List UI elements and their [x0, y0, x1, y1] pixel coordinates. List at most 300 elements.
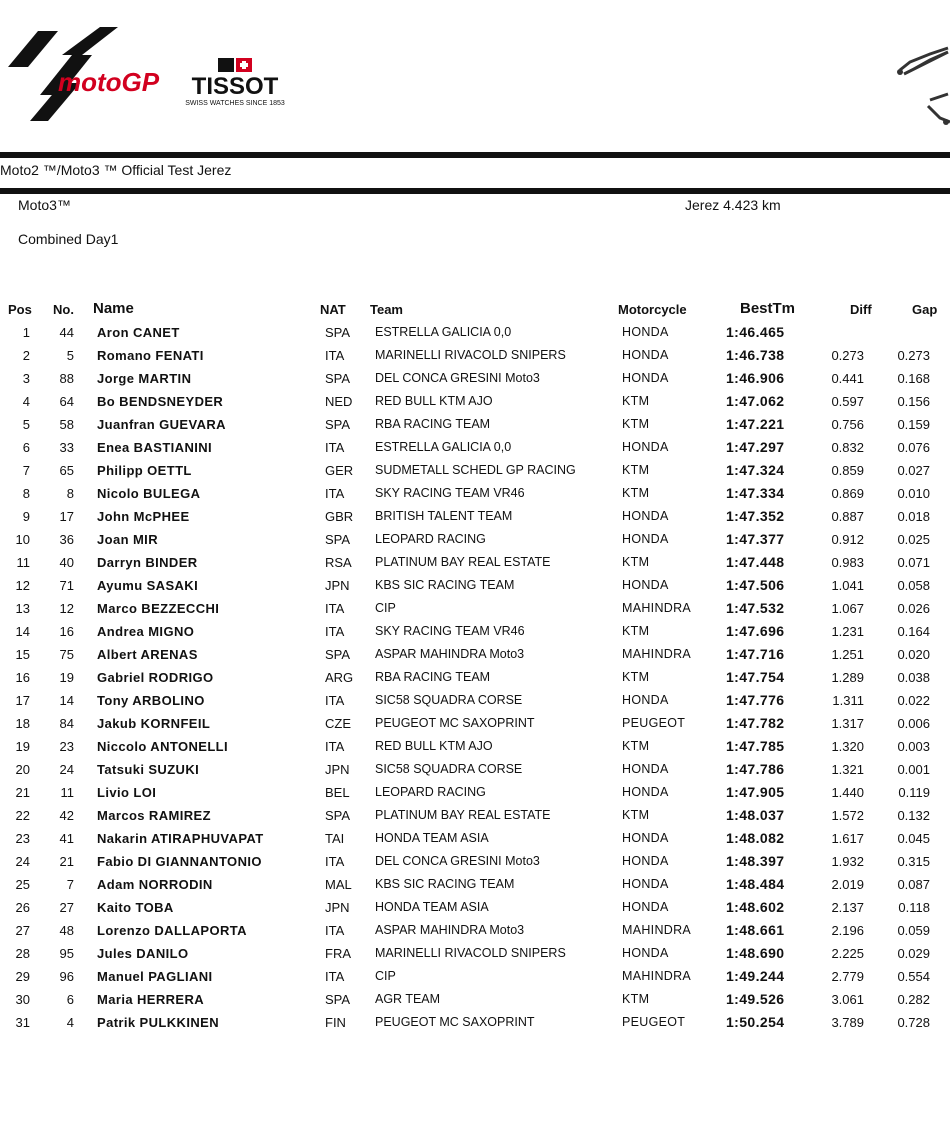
team-cell: SIC58 SQUADRA CORSE [375, 762, 523, 776]
rider-name-cell: Joan MIR [97, 532, 158, 547]
motorcycle-cell: MAHINDRA [622, 601, 692, 615]
rider-name-cell: Gabriel RODRIGO [97, 670, 214, 685]
gap-cell: 0.022 [897, 693, 930, 708]
number-cell: 21 [59, 854, 74, 869]
gap-cell: 0.168 [897, 371, 930, 386]
table-row [0, 782, 950, 805]
motorcycle-cell: MAHINDRA [622, 969, 692, 983]
team-cell: ASPAR MAHINDRA Moto3 [375, 923, 525, 937]
pos-cell: 1 [22, 325, 30, 340]
table-row [0, 920, 950, 943]
motorcycle-cell: HONDA [622, 762, 669, 776]
best-time-cell: 1:47.786 [726, 761, 785, 777]
best-time-cell: 1:47.905 [726, 784, 785, 800]
pos-cell: 6 [22, 440, 30, 455]
table-row [0, 989, 950, 1012]
number-cell: 4 [66, 1015, 74, 1030]
number-cell: 88 [59, 371, 74, 386]
pos-cell: 9 [22, 509, 30, 524]
rider-name-cell: Romano FENATI [97, 348, 204, 363]
rider-name-cell: Tatsuki SUZUKI [97, 762, 200, 777]
rider-name-cell: Tony ARBOLINO [97, 693, 205, 708]
col-team: Team [370, 302, 403, 317]
gap-cell: 0.273 [897, 348, 930, 363]
nationality-cell: SPA [325, 417, 351, 432]
number-cell: 96 [59, 969, 74, 984]
gap-cell: 0.018 [897, 509, 930, 524]
best-time-cell: 1:47.696 [726, 623, 785, 639]
team-cell: LEOPARD RACING [375, 785, 486, 799]
table-row [0, 460, 950, 483]
rider-name-cell: Jorge MARTIN [97, 371, 192, 386]
best-time-cell: 1:48.082 [726, 830, 785, 846]
rider-name-cell: Lorenzo DALLAPORTA [97, 923, 247, 938]
nationality-cell: SPA [325, 325, 351, 340]
nationality-cell: SPA [325, 371, 351, 386]
diff-cell: 0.912 [831, 532, 864, 547]
nationality-cell: ITA [325, 693, 345, 708]
gap-cell: 0.045 [897, 831, 930, 846]
number-cell: 5 [66, 348, 74, 363]
diff-cell: 1.932 [831, 854, 864, 869]
gap-cell: 0.156 [897, 394, 930, 409]
diff-cell: 0.273 [831, 348, 864, 363]
motorcycle-cell: MAHINDRA [622, 923, 692, 937]
diff-cell: 0.859 [831, 463, 864, 478]
team-cell: SKY RACING TEAM VR46 [375, 624, 525, 638]
table-row [0, 805, 950, 828]
col-no: No. [53, 302, 74, 317]
rider-name-cell: Adam NORRODIN [97, 877, 213, 892]
number-cell: 16 [59, 624, 74, 639]
motorcycle-cell: HONDA [622, 578, 669, 592]
nationality-cell: ITA [325, 923, 345, 938]
nationality-cell: SPA [325, 992, 351, 1007]
gap-cell: 0.001 [897, 762, 930, 777]
motorcycle-cell: KTM [622, 417, 650, 431]
col-motorcycle: Motorcycle [618, 302, 687, 317]
motogp-logo [0, 25, 165, 125]
diff-cell: 0.756 [831, 417, 864, 432]
gap-cell: 0.132 [897, 808, 930, 823]
team-cell: SIC58 SQUADRA CORSE [375, 693, 523, 707]
gap-cell: 0.118 [898, 900, 930, 915]
motorcycle-cell: HONDA [622, 371, 669, 385]
number-cell: 27 [59, 900, 74, 915]
nationality-cell: ITA [325, 486, 345, 501]
rider-name-cell: Niccolo ANTONELLI [97, 739, 229, 754]
gap-cell: 0.071 [897, 555, 930, 570]
motorcycle-cell: KTM [622, 486, 650, 500]
best-time-cell: 1:47.297 [726, 439, 785, 455]
category-label: Moto3™ [18, 197, 71, 213]
diff-cell: 1.289 [831, 670, 864, 685]
team-cell: DEL CONCA GRESINI Moto3 [375, 854, 540, 868]
best-time-cell: 1:47.785 [726, 738, 785, 754]
rider-name-cell: Marco BEZZECCHI [97, 601, 220, 616]
team-cell: RBA RACING TEAM [375, 670, 491, 684]
table-row [0, 437, 950, 460]
brand-text: motoGP [58, 67, 160, 97]
number-cell: 64 [59, 394, 74, 409]
pos-cell: 7 [22, 463, 30, 478]
gap-cell: 0.087 [897, 877, 930, 892]
pos-cell: 4 [22, 394, 30, 409]
table-row [0, 667, 950, 690]
motorcycle-cell: MAHINDRA [622, 647, 692, 661]
gap-cell: 0.029 [897, 946, 930, 961]
nationality-cell: TAI [325, 831, 345, 846]
number-cell: 6 [66, 992, 74, 1007]
pos-cell: 20 [15, 762, 30, 777]
gap-cell: 0.059 [897, 923, 930, 938]
col-pos: Pos [8, 302, 32, 317]
nationality-cell: SPA [325, 647, 351, 662]
diff-cell: 0.597 [831, 394, 864, 409]
table-row [0, 690, 950, 713]
session-label: Combined Day1 [18, 231, 119, 247]
rider-name-cell: Aron CANET [97, 325, 180, 340]
team-cell: DEL CONCA GRESINI Moto3 [375, 371, 540, 385]
table-row [0, 644, 950, 667]
diff-cell: 1.317 [831, 716, 864, 731]
rider-name-cell: Patrik PULKKINEN [97, 1015, 219, 1030]
table-row [0, 506, 950, 529]
best-time-cell: 1:49.244 [726, 968, 785, 984]
sponsor-text: TISSOT [191, 73, 279, 100]
table-row [0, 322, 950, 345]
tissot-logo [180, 58, 290, 108]
diff-cell: 1.311 [832, 693, 864, 708]
best-time-cell: 1:49.526 [726, 991, 785, 1007]
motorcycle-cell: KTM [622, 463, 650, 477]
table-row [0, 736, 950, 759]
number-cell: 44 [59, 325, 74, 340]
diff-cell: 0.983 [831, 555, 864, 570]
gap-cell: 0.027 [897, 463, 930, 478]
best-time-cell: 1:47.448 [726, 554, 785, 570]
gap-cell: 0.025 [897, 532, 930, 547]
team-cell: ESTRELLA GALICIA 0,0 [375, 325, 512, 339]
team-cell: LEOPARD RACING [375, 532, 486, 546]
motorcycle-cell: PEUGEOT [622, 1015, 686, 1029]
best-time-cell: 1:47.377 [726, 531, 785, 547]
nationality-cell: ITA [325, 601, 345, 616]
diff-cell: 1.440 [831, 785, 864, 800]
team-cell: CIP [375, 969, 396, 983]
motorcycle-cell: KTM [622, 555, 650, 569]
title-divider [0, 188, 950, 194]
best-time-cell: 1:50.254 [726, 1014, 785, 1030]
best-time-cell: 1:47.352 [726, 508, 785, 524]
pos-cell: 14 [15, 624, 30, 639]
rider-name-cell: Enea BASTIANINI [97, 440, 213, 455]
table-row [0, 897, 950, 920]
pos-cell: 10 [15, 532, 30, 547]
nationality-cell: ITA [325, 969, 345, 984]
number-cell: 71 [59, 578, 74, 593]
gap-cell: 0.006 [897, 716, 930, 731]
pos-cell: 5 [22, 417, 30, 432]
motorcycle-cell: HONDA [622, 900, 669, 914]
rider-name-cell: Jules DANILO [97, 946, 189, 961]
col-gap: Gap [912, 302, 938, 317]
pos-cell: 2 [22, 348, 30, 363]
rider-name-cell: Kaito TOBA [97, 900, 174, 915]
motorcycle-cell: HONDA [622, 693, 669, 707]
number-cell: 17 [59, 509, 74, 524]
motorcycle-cell: KTM [622, 992, 650, 1006]
number-cell: 12 [59, 601, 74, 616]
team-cell: AGR TEAM [375, 992, 441, 1006]
number-cell: 84 [59, 716, 74, 731]
table-row [0, 414, 950, 437]
team-cell: PEUGEOT MC SAXOPRINT [375, 716, 535, 730]
nationality-cell: ITA [325, 854, 345, 869]
diff-cell: 2.019 [831, 877, 864, 892]
best-time-cell: 1:48.661 [726, 922, 785, 938]
team-cell: CIP [375, 601, 396, 615]
nationality-cell: FIN [325, 1015, 346, 1030]
pos-cell: 19 [15, 739, 30, 754]
gap-cell: 0.026 [897, 601, 930, 616]
table-row [0, 598, 950, 621]
pos-cell: 18 [15, 716, 30, 731]
pos-cell: 31 [15, 1015, 30, 1030]
table-row [0, 621, 950, 644]
diff-cell: 0.441 [831, 371, 864, 386]
rider-name-cell: Jakub KORNFEIL [97, 716, 211, 731]
pos-cell: 11 [16, 555, 30, 570]
diff-cell: 3.789 [831, 1015, 864, 1030]
pos-cell: 22 [15, 808, 30, 823]
nationality-cell: ARG [325, 670, 354, 685]
motorcycle-cell: HONDA [622, 348, 669, 362]
nationality-cell: ITA [325, 440, 345, 455]
motorcycle-cell: HONDA [622, 532, 669, 546]
diff-cell: 2.225 [831, 946, 864, 961]
team-cell: PLATINUM BAY REAL ESTATE [375, 555, 551, 569]
team-cell: RBA RACING TEAM [375, 417, 491, 431]
number-cell: 58 [59, 417, 74, 432]
table-row [0, 575, 950, 598]
best-time-cell: 1:46.906 [726, 370, 785, 386]
motorcycle-cell: HONDA [622, 854, 669, 868]
nationality-cell: ITA [325, 739, 345, 754]
col-besttm: BestTm [740, 300, 796, 317]
rider-name-cell: Marcos RAMIREZ [97, 808, 211, 823]
motorcycle-cell: PEUGEOT [622, 716, 686, 730]
number-cell: 14 [59, 693, 74, 708]
rider-name-cell: Fabio DI GIANNANTONIO [97, 854, 262, 869]
motorcycle-cell: KTM [622, 739, 650, 753]
gap-cell: 0.010 [897, 486, 930, 501]
pos-cell: 25 [15, 877, 30, 892]
motorcycle-cell: KTM [622, 670, 650, 684]
team-cell: ASPAR MAHINDRA Moto3 [375, 647, 525, 661]
rider-name-cell: Ayumu SASAKI [97, 578, 199, 593]
team-cell: MARINELLI RIVACOLD SNIPERS [375, 946, 566, 960]
rider-name-cell: Andrea MIGNO [97, 624, 195, 639]
diff-cell: 3.061 [831, 992, 864, 1007]
track-map-icon [890, 40, 950, 130]
table-row [0, 966, 950, 989]
diff-cell: 1.067 [831, 601, 864, 616]
col-nat: NAT [320, 302, 346, 317]
best-time-cell: 1:47.776 [726, 692, 785, 708]
team-cell: SUDMETALL SCHEDL GP RACING [375, 463, 576, 477]
best-time-cell: 1:47.782 [726, 715, 785, 731]
col-name: Name [93, 300, 134, 317]
rider-name-cell: Juanfran GUEVARA [97, 417, 226, 432]
number-cell: 7 [66, 877, 74, 892]
best-time-cell: 1:47.221 [726, 416, 785, 432]
pos-cell: 27 [15, 923, 30, 938]
table-row [0, 345, 950, 368]
gap-cell: 0.003 [897, 739, 930, 754]
diff-cell: 0.887 [831, 509, 864, 524]
pos-cell: 15 [15, 647, 30, 662]
best-time-cell: 1:48.397 [726, 853, 785, 869]
motorcycle-cell: HONDA [622, 877, 669, 891]
team-cell: PLATINUM BAY REAL ESTATE [375, 808, 551, 822]
gap-cell: 0.315 [897, 854, 930, 869]
nationality-cell: MAL [325, 877, 352, 892]
number-cell: 36 [59, 532, 74, 547]
pos-cell: 21 [15, 785, 30, 800]
rider-name-cell: Darryn BINDER [97, 555, 198, 570]
diff-cell: 2.196 [831, 923, 864, 938]
diff-cell: 1.251 [831, 647, 864, 662]
event-title: Moto2 ™/Moto3 ™ Official Test Jerez [0, 162, 232, 178]
pos-cell: 17 [15, 693, 30, 708]
pos-cell: 8 [22, 486, 30, 501]
best-time-cell: 1:48.484 [726, 876, 785, 892]
nationality-cell: JPN [325, 578, 350, 593]
number-cell: 75 [59, 647, 74, 662]
table-row [0, 391, 950, 414]
sponsor-tagline: SWISS WATCHES SINCE 1853 [185, 100, 285, 107]
pos-cell: 24 [15, 854, 30, 869]
team-cell: BRITISH TALENT TEAM [375, 509, 513, 523]
pos-cell: 13 [15, 601, 30, 616]
diff-cell: 1.572 [831, 808, 864, 823]
team-cell: HONDA TEAM ASIA [375, 900, 489, 914]
motorcycle-cell: HONDA [622, 509, 669, 523]
best-time-cell: 1:47.716 [726, 646, 785, 662]
best-time-cell: 1:47.506 [726, 577, 785, 593]
top-divider [0, 152, 950, 158]
nationality-cell: BEL [325, 785, 350, 800]
table-row [0, 851, 950, 874]
rider-name-cell: Albert ARENAS [97, 647, 198, 662]
table-row [0, 552, 950, 575]
nationality-cell: NED [325, 394, 353, 409]
table-row [0, 368, 950, 391]
table-row [0, 1012, 950, 1035]
number-cell: 8 [66, 486, 74, 501]
motorcycle-cell: HONDA [622, 785, 669, 799]
pos-cell: 26 [15, 900, 30, 915]
gap-cell: 0.554 [897, 969, 930, 984]
number-cell: 40 [59, 555, 74, 570]
diff-cell: 0.832 [831, 440, 864, 455]
diff-cell: 1.320 [831, 739, 864, 754]
table-row [0, 828, 950, 851]
motorcycle-cell: HONDA [622, 831, 669, 845]
nationality-cell: CZE [325, 716, 351, 731]
motorcycle-cell: HONDA [622, 946, 669, 960]
nationality-cell: GER [325, 463, 354, 478]
circuit-label: Jerez 4.423 km [685, 197, 781, 213]
table-row [0, 874, 950, 897]
rider-name-cell: Philipp OETTL [97, 463, 192, 478]
nationality-cell: JPN [325, 762, 350, 777]
best-time-cell: 1:48.690 [726, 945, 785, 961]
best-time-cell: 1:46.465 [726, 324, 785, 340]
team-cell: RED BULL KTM AJO [375, 739, 493, 753]
best-time-cell: 1:47.324 [726, 462, 785, 478]
gap-cell: 0.728 [897, 1015, 930, 1030]
nationality-cell: GBR [325, 509, 354, 524]
table-row [0, 759, 950, 782]
gap-cell: 0.119 [898, 785, 930, 800]
pos-cell: 23 [15, 831, 30, 846]
gap-cell: 0.020 [897, 647, 930, 662]
motorcycle-cell: KTM [622, 624, 650, 638]
diff-cell: 0.869 [831, 486, 864, 501]
team-cell: HONDA TEAM ASIA [375, 831, 489, 845]
gap-cell: 0.282 [897, 992, 930, 1007]
table-row [0, 483, 950, 506]
gap-cell: 0.076 [897, 440, 930, 455]
gap-cell: 0.058 [897, 578, 930, 593]
rider-name-cell: Nicolo BULEGA [97, 486, 201, 501]
best-time-cell: 1:46.738 [726, 347, 785, 363]
best-time-cell: 1:47.754 [726, 669, 785, 685]
number-cell: 41 [59, 831, 74, 846]
team-cell: KBS SIC RACING TEAM [375, 877, 515, 891]
number-cell: 19 [59, 670, 74, 685]
table-row [0, 943, 950, 966]
diff-cell: 2.137 [831, 900, 864, 915]
team-cell: PEUGEOT MC SAXOPRINT [375, 1015, 535, 1029]
pos-cell: 29 [15, 969, 30, 984]
team-cell: RED BULL KTM AJO [375, 394, 493, 408]
team-cell: KBS SIC RACING TEAM [375, 578, 515, 592]
number-cell: 65 [59, 463, 74, 478]
nationality-cell: ITA [325, 348, 345, 363]
best-time-cell: 1:47.062 [726, 393, 785, 409]
nationality-cell: ITA [325, 624, 345, 639]
rider-name-cell: Livio LOI [97, 785, 157, 800]
rider-name-cell: Nakarin ATIRAPHUVAPAT [97, 831, 264, 846]
motorcycle-cell: KTM [622, 808, 650, 822]
number-cell: 24 [59, 762, 74, 777]
motorcycle-cell: KTM [622, 394, 650, 408]
rider-name-cell: Bo BENDSNEYDER [97, 394, 224, 409]
nationality-cell: SPA [325, 532, 351, 547]
number-cell: 23 [59, 739, 74, 754]
number-cell: 48 [59, 923, 74, 938]
diff-cell: 1.041 [831, 578, 864, 593]
team-cell: MARINELLI RIVACOLD SNIPERS [375, 348, 566, 362]
diff-cell: 1.321 [831, 762, 864, 777]
best-time-cell: 1:47.532 [726, 600, 785, 616]
pos-cell: 28 [15, 946, 30, 961]
diff-cell: 1.617 [831, 831, 864, 846]
pos-cell: 16 [15, 670, 30, 685]
